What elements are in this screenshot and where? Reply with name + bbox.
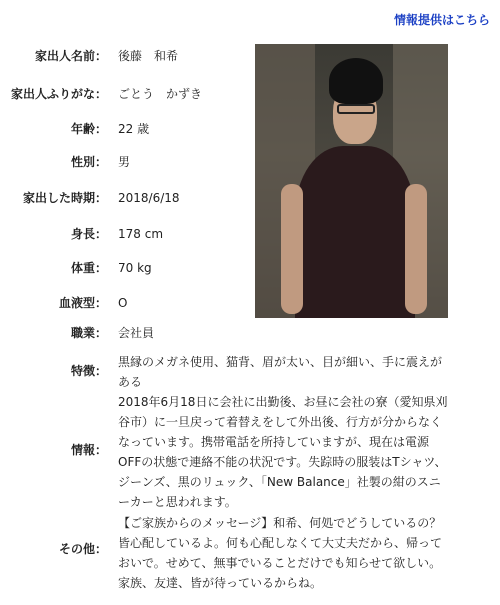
features-label: 特徴： (70, 364, 107, 378)
name-label: 家出人名前： (34, 49, 107, 63)
gender-label: 性別： (70, 155, 107, 169)
age-value: 22 歳 (118, 122, 150, 136)
gender-value: 男 (118, 155, 131, 169)
occupation-label: 職業： (70, 326, 107, 340)
info-label: 情報： (70, 443, 107, 457)
info-provide-link[interactable]: 情報提供はこちら (393, 13, 490, 27)
height-label: 身長： (70, 227, 107, 241)
age-label: 年齢： (70, 122, 107, 136)
missing-date-value: 2018/6/18 (118, 191, 180, 205)
furigana-label: 家出人ふりがな： (10, 87, 107, 101)
info-value: 2018年6月18日に会社に出勤後、お昼に会社の寮（愛知県刈谷市）に一旦戻って着替えをして外出後、行方が分からなくなっています。携帯電話を所持していますが、現在は電源OFFの状態で連絡不能の状況です。失踪時の服装はTシャツ、ジーンズ、黒のリュック、「New Balance」社製の紺のスニーカーと思われます。 (118, 395, 448, 509)
other-value: 【ご家族からのメッセージ】和希、何処でどうしているの？皆心配しているよ。何も心配しなくて大丈夫だから、帰っておいで。せめて、無事でいることだけでも知らせて欲しい。家族、友達、皆が待っているからね。 (118, 516, 443, 590)
missing-date-label: 家出した時期： (22, 191, 107, 205)
blood-type-value: O (118, 296, 128, 310)
furigana-value: ごとう かずき (118, 87, 203, 101)
name-value: 後藤 和希 (118, 49, 179, 63)
weight-label: 体重： (70, 261, 107, 275)
features-value: 黒縁のメガネ使用、猫背、眉が太い、目が細い、手に震えがある (118, 355, 443, 389)
other-label: その他： (58, 542, 107, 556)
missing-person-photo (255, 44, 448, 318)
height-value: 178 cm (118, 227, 164, 241)
blood-type-label: 血液型： (58, 296, 107, 310)
weight-value: 70 kg (118, 261, 152, 275)
occupation-value: 会社員 (118, 326, 155, 340)
